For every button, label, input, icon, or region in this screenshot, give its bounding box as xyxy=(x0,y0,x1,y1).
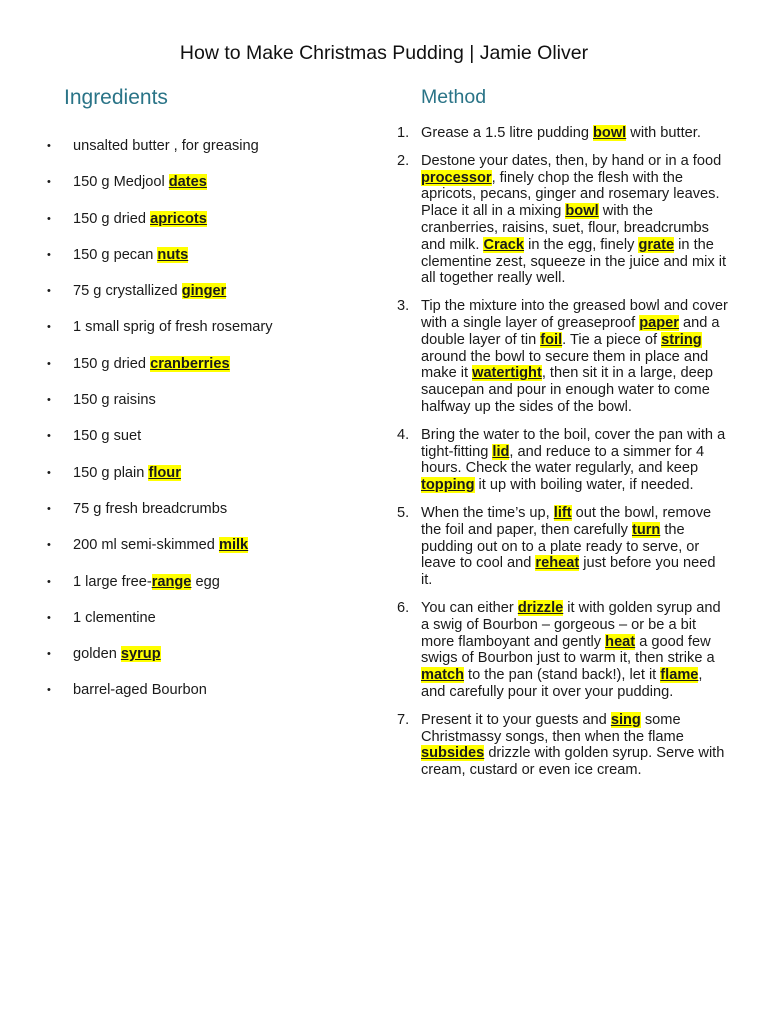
ingredient-text: 150 g suet xyxy=(73,428,142,445)
highlighted-keyword: syrup xyxy=(120,646,161,663)
step-text: , finely chop the flesh with the apricots, pecans, ginger and rosemary leaves. Place it all in a mixing xyxy=(421,169,720,220)
bullet-icon: • xyxy=(47,140,51,152)
ingredient-text: 75 g fresh breadcrumbs xyxy=(73,500,228,517)
step-text: with butter. xyxy=(626,125,701,141)
page-title: How to Make Christmas Pudding | Jamie Oliver xyxy=(179,42,589,64)
step-text: , and carefully pour it over your pudding. xyxy=(421,667,703,700)
bullet-icon: • xyxy=(47,212,51,225)
highlighted-keyword: sing xyxy=(610,711,641,728)
highlighted-keyword: bowl xyxy=(593,125,627,141)
method-step xyxy=(390,712,730,779)
step-number: 7. xyxy=(397,711,410,728)
method-heading: Method xyxy=(421,86,487,108)
step-text: in the clementine zest, squeeze in the juice and mix it all together really well. xyxy=(421,236,727,287)
method-step xyxy=(390,427,730,494)
ingredient-item xyxy=(47,210,367,246)
bullet-icon: • xyxy=(47,502,51,515)
step-text: it with golden syrup and a swig of Bourbon – gorgeous – or be a bit more flamboyant and gently xyxy=(421,599,721,650)
bullet-icon: • xyxy=(47,539,51,552)
bullet-icon: • xyxy=(47,466,51,479)
step-number: 4. xyxy=(397,426,410,443)
step-text: in the egg, finely xyxy=(524,236,639,253)
ingredients-heading: Ingredients xyxy=(64,86,168,109)
highlighted-keyword: flour xyxy=(148,464,181,481)
highlighted-keyword: range xyxy=(151,573,192,590)
bullet-icon: • xyxy=(47,357,51,370)
highlighted-keyword: topping xyxy=(421,477,475,494)
step-text: drizzle with golden syrup. Serve with cream, custard or even ice cream. xyxy=(421,745,725,779)
highlighted-keyword: dates xyxy=(168,174,207,191)
ingredient-item xyxy=(47,318,367,354)
ingredient-item xyxy=(47,246,367,282)
step-number: 2. xyxy=(397,152,410,169)
step-text: and a double layer of tin xyxy=(421,314,720,348)
highlighted-keyword: flame xyxy=(660,667,699,684)
bullet-icon: • xyxy=(47,611,51,624)
step-text: out the bowl, remove the foil and paper, then carefully xyxy=(421,504,712,538)
ingredient-text: 150 g raisins xyxy=(73,392,156,409)
ingredient-item xyxy=(47,464,367,500)
step-text: Bring the water to the boil, cover the pan with a tight-fitting xyxy=(421,426,726,460)
highlighted-keyword: milk xyxy=(218,537,249,554)
ingredient-item xyxy=(47,500,367,536)
step-text: . Tie a piece of xyxy=(562,331,662,348)
step-number: 5. xyxy=(397,504,410,521)
ingredient-text: unsalted butter , for greasing xyxy=(73,138,259,154)
bullet-icon: • xyxy=(47,176,51,189)
ingredient-item xyxy=(47,573,367,609)
bullet-icon: • xyxy=(47,321,51,334)
ingredient-item xyxy=(47,137,367,173)
highlighted-keyword: subsides xyxy=(421,745,485,762)
step-text: to the pan (stand back!), let it xyxy=(463,667,661,684)
ingredient-text: 200 ml semi-skimmed xyxy=(73,537,219,554)
highlighted-keyword: processor xyxy=(421,169,492,186)
bullet-icon: • xyxy=(47,285,51,298)
highlighted-keyword: lift xyxy=(553,504,572,521)
bullet-icon: • xyxy=(47,684,51,697)
ingredient-text: barrel-aged Bourbon xyxy=(73,682,207,699)
step-text: the pudding out on to a plate ready to serve, or leave to cool and xyxy=(421,521,700,572)
highlighted-keyword: heat xyxy=(605,633,636,650)
ingredient-item xyxy=(47,609,367,645)
step-text: it up with boiling water, if needed. xyxy=(474,477,694,494)
step-text: Present it to your guests and xyxy=(421,711,611,728)
ingredient-text: 150 g Medjool xyxy=(73,174,169,191)
highlighted-keyword: apricots xyxy=(150,210,207,227)
highlighted-keyword: ginger xyxy=(181,283,227,300)
ingredient-item xyxy=(47,391,367,427)
ingredient-text: 150 g dried xyxy=(73,210,151,227)
ingredient-text: 1 large free- xyxy=(73,573,152,590)
ingredient-item xyxy=(47,681,367,717)
ingredient-item xyxy=(47,355,367,391)
ingredient-text: 1 clementine xyxy=(73,609,156,626)
step-text: around the bowl to secure them in place and make it xyxy=(421,348,709,382)
bullet-icon: • xyxy=(47,430,51,443)
step-text: Destone your dates, then, by hand or in a food xyxy=(421,152,722,169)
ingredient-text: golden xyxy=(73,646,121,663)
method-step xyxy=(390,600,730,701)
step-text: Tip the mixture into the greased bowl and cover with a single layer of greaseproof xyxy=(421,298,728,331)
step-text: a good few swigs of Bourbon just to warm it, then strike a xyxy=(421,633,715,667)
ingredients-list xyxy=(47,137,367,718)
ingredient-item xyxy=(47,173,367,209)
highlighted-keyword: turn xyxy=(631,521,661,538)
ingredient-text: egg xyxy=(191,573,220,590)
method-step xyxy=(390,153,730,287)
step-text: with the cranberries, raisins, suet, flour, breadcrumbs and milk. xyxy=(421,203,709,253)
highlighted-keyword: bowl xyxy=(565,203,599,220)
step-text: just before you need it. xyxy=(421,555,716,589)
highlighted-keyword: reheat xyxy=(535,555,580,572)
bullet-icon: • xyxy=(47,648,51,661)
highlighted-keyword: lid xyxy=(492,443,510,460)
step-text: When the time’s up, xyxy=(421,504,554,521)
method-list xyxy=(390,125,730,790)
bullet-icon: • xyxy=(47,248,51,261)
ingredient-text: 150 g dried xyxy=(73,355,151,372)
method-step xyxy=(390,298,730,416)
highlighted-keyword: string xyxy=(661,331,702,348)
ingredient-text: 1 small sprig of fresh rosemary xyxy=(73,319,273,336)
ingredient-text: 150 g pecan xyxy=(73,246,158,263)
highlighted-keyword: drizzle xyxy=(517,599,564,616)
highlighted-keyword: grate xyxy=(638,236,675,253)
step-text: Grease a 1.5 litre pudding xyxy=(421,125,593,141)
highlighted-keyword: watertight xyxy=(472,365,542,382)
step-number: 3. xyxy=(397,298,410,315)
step-text: , and reduce to a simmer for 4 hours. Check the water regularly, and keep xyxy=(421,443,705,477)
ingredient-item xyxy=(47,282,367,318)
highlighted-keyword: foil xyxy=(540,331,563,348)
bullet-icon: • xyxy=(47,394,51,407)
step-number: 1. xyxy=(397,125,410,141)
highlighted-keyword: match xyxy=(421,667,464,684)
step-text: some Christmassy songs, then when the flame xyxy=(421,711,684,745)
highlighted-keyword: cranberries xyxy=(150,355,230,372)
ingredient-text: 150 g plain xyxy=(73,464,149,481)
bullet-icon: • xyxy=(47,575,51,588)
step-number: 6. xyxy=(397,599,410,616)
highlighted-keyword: nuts xyxy=(157,246,189,263)
highlighted-keyword: paper xyxy=(639,314,679,331)
step-text: You can either xyxy=(421,599,518,616)
ingredient-item xyxy=(47,536,367,572)
ingredient-item xyxy=(47,645,367,681)
method-step xyxy=(390,125,730,142)
highlighted-keyword: Crack xyxy=(483,236,525,253)
step-text: , then sit it in a large, deep saucepan and pour in enough water to come halfway up the sides of the bowl. xyxy=(421,365,714,415)
ingredient-text: 75 g crystallized xyxy=(73,283,182,300)
ingredient-item xyxy=(47,427,367,463)
method-step xyxy=(390,505,730,589)
